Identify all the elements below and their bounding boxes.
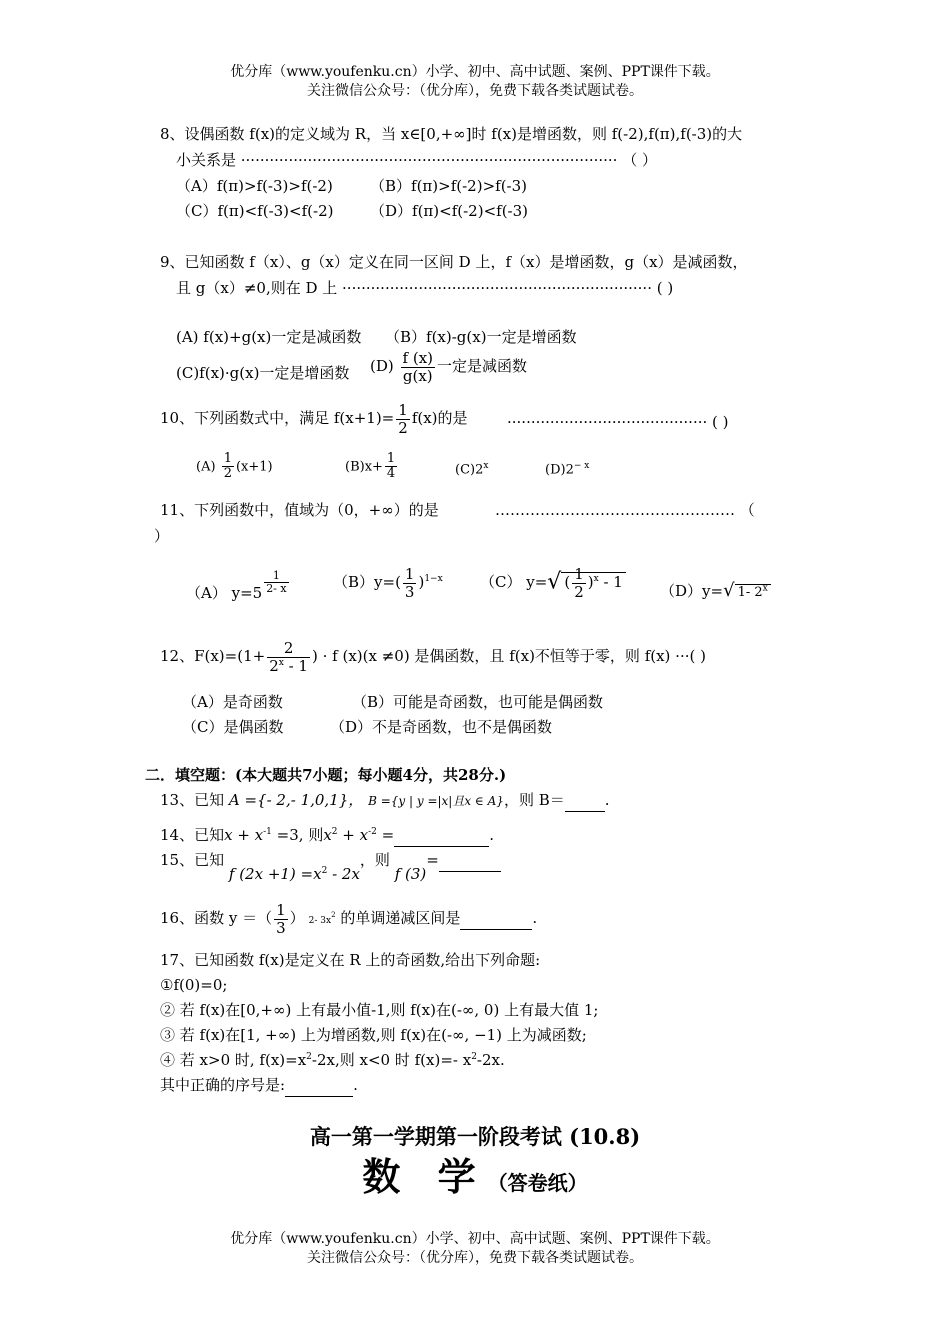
q9-stem-line1: 9、已知函数 f（x）、g（x）定义在同一区间 D 上，f（x）是增函数，g（x）是减函数， [160,253,748,271]
q16-end: . [532,909,538,927]
page-footer [0,1230,950,1268]
q11-option-c-tail: - 1 [598,573,623,591]
fraction-denominator: g(x) [402,366,433,385]
q16-answer-blank[interactable] [460,908,532,930]
q13-set-b: B ={y | y =|x|且x ∈ A} [368,794,504,808]
q11-option-d-label: （D）y= [660,582,724,600]
q15-pre: 15、已知 [160,851,225,869]
q15-expr-2: - 2x [327,865,360,883]
q11-option-d-exp: x [762,583,768,594]
fraction-denominator: 3 [276,918,286,937]
fraction-denominator: 3 [404,582,415,601]
paren-open: ( [564,573,571,591]
header-line-2: 关注微信公众号：（优分库），免费下载各类试题试卷。 [307,83,643,99]
section-2-title: 二．填空题：(本大题共7小题；每小题4分，共28分.) [145,766,507,784]
fraction-numerator: 1 [574,565,584,583]
q9-stem-line2: 且 g（x）≠0,则在 D 上 ································································· ( ) [176,279,674,297]
q10-option-c-label: (C)2 [455,462,484,478]
q10-stem-text: 10、下列函数式中，满足 f(x+1)= [160,409,395,427]
answer-sheet-title [0,1150,950,1203]
fraction-denominator [267,658,310,675]
q10-option-c-exp: x [483,461,489,471]
q15-exp: 2 [321,866,328,876]
fraction-numerator: 2 [267,640,310,658]
q17-proposition-3: ③ 若 f(x)在[1, +∞) 上为增函数,则 f(x)在(-∞, −1) 上为减函数; [160,1026,587,1044]
q11-option-c-exp: x [593,574,599,584]
q13-set-a: A ={- 2,- 1,0,1}， [228,791,364,809]
fraction-denominator: 2 [223,466,232,482]
q11-option-d-inner: 1- 2 [737,585,763,600]
q11-stem: 11、下列函数中，值域为（0，+∞）的是 [160,501,439,519]
denominator-tail: - 1 [283,656,308,675]
q12-option-b: （B）可能是奇函数，也可能是偶函数 [352,693,604,711]
q10-option-c [455,460,488,480]
q17-p4-exp: 2 [306,1052,312,1062]
q8-stem-line2: 小关系是 ··············································································· （ ） [176,151,657,169]
question-15 [160,850,501,883]
q11-option-b-exp: 1−x [424,574,443,584]
fraction-denominator: 4 [386,466,396,482]
q13-end: . [604,791,610,809]
answer-sheet-subtitle: （答卷纸） [487,1171,588,1195]
q10-option-b-label: (B)x+ [345,459,383,475]
question-16 [160,902,537,936]
q8-stem-line1: 8、设偶函数 f(x)的定义域为 R，当 x∈[0,+∞]时 f(x)是增函数，则 f(-2),f(π),f(-3)的大 [160,125,743,143]
q16-exp-2: 2 [331,911,336,919]
q9-option-d-fraction [401,350,435,384]
q9-option-b: （B）f(x)-g(x)一定是增函数 [385,328,577,346]
q17-proposition-1: ①f(0)=0; [160,976,228,994]
q11-option-b-close: ) [418,573,425,591]
q15-expr: f (2x +1) =x [228,865,322,883]
q8-option-b: （B）f(π)>f(-2)>f(-3) [370,177,528,195]
q8-option-c: （C）f(π)<f(-3)<f(-2) [176,202,334,220]
q14-pre: 14、已知 [160,826,225,844]
q10-option-d-label: (D)2 [545,462,574,478]
fraction-denominator: 2 [398,418,408,437]
q9-option-a: (A) f(x)+g(x)一定是减函数 [176,328,362,346]
q12-stem [160,640,706,674]
q17-stem: 17、已知函数 f(x)是定义在 R 上的奇函数,给出下列命题: [160,951,541,969]
q9-option-d-suffix: 一定是减函数 [437,357,528,375]
q17-answer-blank[interactable] [285,1075,353,1097]
q14-exp-2: 2 [331,827,338,837]
footer-line-2: 关注微信公众号：（优分库），免费下载各类试题试卷。 [307,1250,643,1266]
fraction-numerator: 1 [404,565,415,583]
header-line-1: 优分库（www.youfenku.cn）小学、初中、高中试题、案例、PPT课件下载。 [230,64,720,80]
q10-option-d [545,460,589,480]
q17-p4-exp-2: 2 [471,1052,477,1062]
page-header [0,63,950,101]
subject-title: 数 学 [362,1154,488,1199]
fraction-denominator: 2- x [266,582,287,596]
q16-exp: 2- 3x [308,916,332,926]
q15-answer-blank[interactable] [439,850,501,872]
q14-expr-3: + x [337,826,369,844]
q10-option-a [196,452,273,482]
q13-post: ，则 B＝ [503,791,565,809]
fraction-numerator: f (x) [402,349,433,367]
sqrt-icon: √ [723,580,735,601]
fraction-numerator: 1 [398,401,408,419]
q11-dots: ………………………………………… （ [495,501,755,519]
q13-answer-blank[interactable] [565,790,605,812]
q11-close-paren: ） [154,527,170,545]
q10-option-a-expr: (x+1) [235,459,273,475]
q11-option-c [480,566,626,600]
fraction-numerator: 1 [276,901,286,919]
paren-close: ) [587,573,594,591]
q14-expr-1: x + x [224,826,264,844]
sqrt-icon: √ [547,569,562,595]
q17-answer [160,1075,358,1097]
fraction-numerator: 1 [264,570,288,583]
q11-option-a-label: （A） y=5 [186,584,263,603]
q11-option-b [333,566,443,600]
question-14 [160,825,494,847]
q15-mid: ，则 [359,851,390,869]
q17-proposition-2: ② 若 f(x)在[0,+∞) 上有最小值-1,则 f(x)在(-∞, 0) 上有最大值 1; [160,1001,599,1019]
q8-option-d: （D）f(π)<f(-2)<f(-3) [370,202,529,220]
q9-option-c: (C)f(x)·g(x)一定是增函数 [176,364,350,382]
q10-dots: ·········································· ( ) [507,413,729,431]
q17-p4-b: -2x,则 x<0 时 f(x)=- x [311,1051,472,1069]
q17-p4-a: ④ 若 x>0 时, f(x)=x [160,1051,307,1069]
q12-option-a: （A）是奇函数 [182,693,283,711]
q10-stem-text-2: f(x)的是 [411,409,468,427]
q10-option-d-exp: − x [573,461,590,471]
q10-option-b [345,452,399,482]
fraction-numerator: 1 [386,451,396,466]
q11-option-c-label: （C） y= [480,573,548,591]
q14-end: . [489,826,495,844]
q14-expr-2: x [323,826,332,844]
q12-stem-post: ) · f (x)(x ≠0) 是偶函数，且 f(x)不恒等于零，则 f(x) ···( ) [311,647,706,665]
q14-mid: =3, 则 [271,826,324,844]
footer-line-1: 优分库（www.youfenku.cn）小学、初中、高中试题、案例、PPT课件下载。 [230,1231,720,1247]
q13-pre: 13、已知 [160,791,225,809]
q14-exp-1: -1 [263,827,272,837]
q15-post: = [426,851,439,869]
q9-option-d-prefix: (D) [370,357,394,375]
q11-option-b-label: （B）y=( [333,573,401,591]
denominator-base: 2 [269,656,279,675]
q17-p4-c: -2x. [476,1051,505,1069]
q17-answer-label: 其中正确的序号是: [160,1076,286,1094]
question-13 [160,790,610,812]
q9-option-d [370,350,527,384]
fraction-denominator: 2 [574,582,584,601]
q17-end: . [353,1076,358,1094]
q16-post: 的单调递减区间是 [340,909,461,927]
fraction-numerator: 1 [223,451,232,466]
q11-option-c-radicand [561,565,626,601]
q17-proposition-4 [160,1050,505,1071]
q12-option-c: （C）是偶函数 [182,718,284,736]
denominator-exp: x [278,657,284,668]
q12-stem-pre: 12、F(x)=(1+ [160,647,266,665]
q12-option-d: （D）不是奇函数，也不是偶函数 [330,718,553,736]
q16-mid: ） [289,909,305,927]
q14-answer-blank[interactable] [394,825,489,847]
q14-post: = [376,826,395,844]
q11-option-a [186,570,291,604]
q10-option-a-label: (A) [196,459,216,475]
q8-option-a: （A）f(π)>f(-3)>f(-2) [176,177,333,195]
q16-pre: 16、函数 y ＝（ [160,909,273,927]
q11-option-d-radicand [735,584,771,600]
q14-exp-3: -2 [368,827,377,837]
q10-stem [160,402,468,436]
q15-f3: f (3) [394,865,427,883]
q11-option-d [660,578,771,603]
exam-title: 高一第一学期第一阶段考试 (10.8) [309,1124,641,1149]
